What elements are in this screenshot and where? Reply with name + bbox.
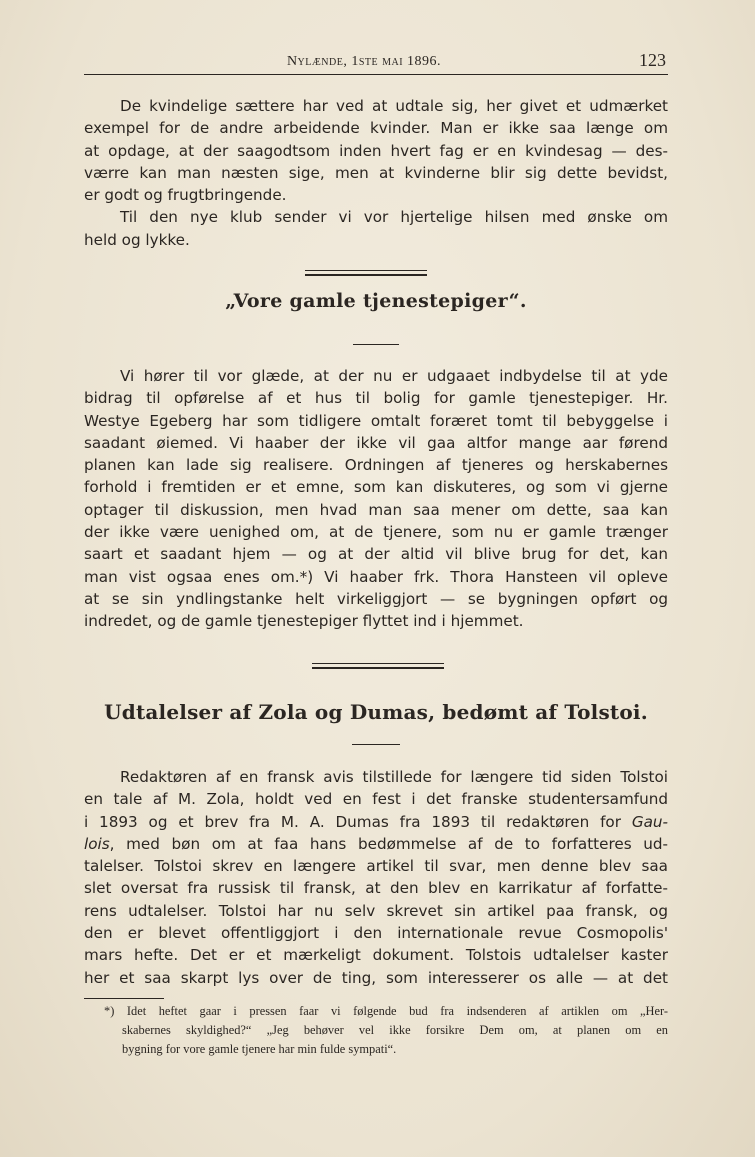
article-heading-tjenestepiger: „Vore gamle tjenestepiger“.	[225, 290, 527, 312]
text-line	[84, 811, 668, 833]
text-line: bidrag til opførelse af et hus til bolig for gamle tjenestepiger. Hr.	[84, 389, 668, 408]
text-line: forhold i fremtiden er et emne, som kan diskuteres, og som vi gjerne	[84, 478, 668, 497]
header-rule	[84, 74, 668, 75]
footnote-rule	[84, 998, 164, 999]
running-header	[84, 48, 668, 78]
text-line: De kvindelige sættere har ved at udtale sig, her givet et udmærket	[120, 97, 668, 115]
footnote-line: *) Idet heftet gaar i pressen faar vi følgende bud fra indsenderen af artiklen om „Her-	[104, 1004, 668, 1018]
text-line: den er blevet offentliggjort i den internationale revue Cosmopolis'	[84, 924, 668, 943]
text-line: planen kan lade sig realisere. Ordningen af tjeneres og herskabernes	[84, 456, 668, 475]
text-line: her et saa skarpt lys over de ting, som interesserer os alle — at det	[84, 968, 668, 987]
article-body-zola-dumas	[84, 766, 668, 989]
running-title: Nylænde, 1ste mai 1896.	[286, 54, 442, 69]
heading-underline	[352, 744, 400, 745]
text-line: held og lykke.	[84, 230, 190, 249]
italic-fragment: lois	[84, 834, 110, 853]
text-line: er godt og frugtbringende.	[84, 186, 287, 205]
text-line: rens udtalelser. Tolstoi har nu selv skrevet sin artikel paa fransk, og	[84, 901, 668, 920]
text-line: saadant øiemed. Vi haaber der ikke vil gaa altfor mange aar førend	[84, 433, 668, 452]
text-line: exempel for de andre arbeidende kvinder. Man er ikke saa længe om	[84, 119, 668, 138]
text-line: værre kan man næsten sige, men at kvinderne blir sig dette bevidst,	[84, 163, 668, 182]
text-line: man vist ogsaa enes om.*) Vi haaber frk. Thora Hansteen vil opleve	[84, 567, 668, 586]
text-line: optager til diskussion, men hvad man saa mener om dette, saa kan	[84, 500, 668, 519]
footnote-line: skabernes skyldighed?“ „Jeg behøver vel ikke forsikre Dem om, at planen om en	[122, 1023, 668, 1037]
section-divider	[312, 663, 444, 669]
page-number: 123	[639, 50, 666, 70]
text-line: slet oversat fra russisk til fransk, at den blev en karrikatur af forfatte-	[84, 879, 668, 898]
text-line: at opdage, at der saagodtsom inden hvert fag er en kvindesag — des-	[84, 141, 668, 160]
text-line: mars hefte. Det er et mærkeligt dokument. Tolstois udtalelser kaster	[84, 946, 668, 965]
text-line: saart et saadant hjem — og at der altid vil blive brug for det, kan	[84, 545, 668, 564]
footnote-line: bygning for vore gamle tjenere har min fulde sympati“.	[122, 1042, 397, 1056]
heading-underline	[353, 344, 399, 345]
text-line: Westye Egeberg har som tidligere omtalt foræret tomt til bebyggelse i	[84, 411, 668, 430]
text-line: Vi hører til vor glæde, at der nu er udgaaet indbydelse til at yde	[120, 367, 668, 385]
text-line: Til den nye klub sender vi vor hjertelige hilsen med ønske om	[120, 208, 668, 227]
text-line: Redaktøren af en fransk avis tilstillede for længere tid siden Tolstoi	[120, 768, 668, 786]
article-body-tjenestepiger	[84, 365, 668, 633]
text-line: en tale af M. Zola, holdt ved en fest i det franske studentersamfund	[84, 790, 668, 809]
section-divider	[305, 270, 427, 276]
italic-fragment: Gau-	[631, 812, 668, 831]
text-line: der ikke være uenighed om, at de tjenere, som nu er gamle trænger	[84, 523, 668, 542]
text-line: indredet, og de gamle tjenestepiger flyttet ind i hjemmet.	[84, 612, 524, 631]
footnote	[84, 1002, 668, 1059]
text-fragment: i 1893 og et brev fra M. A. Dumas fra 1893 til redaktøren for	[84, 812, 632, 831]
text-line	[84, 833, 668, 855]
article-heading-zola-dumas: Udtalelser af Zola og Dumas, bedømt af Tolstoi.	[104, 700, 648, 724]
text-line: talelser. Tolstoi skrev en længere artikel til svar, men denne blev saa	[84, 857, 668, 876]
intro-paragraphs	[84, 95, 668, 251]
text-line: at se sin yndlingstanke helt virkeliggjort — se bygningen opført og	[84, 589, 668, 608]
text-fragment: , med bøn om at faa hans bedømmelse af de to forfatteres ud-	[109, 834, 668, 853]
